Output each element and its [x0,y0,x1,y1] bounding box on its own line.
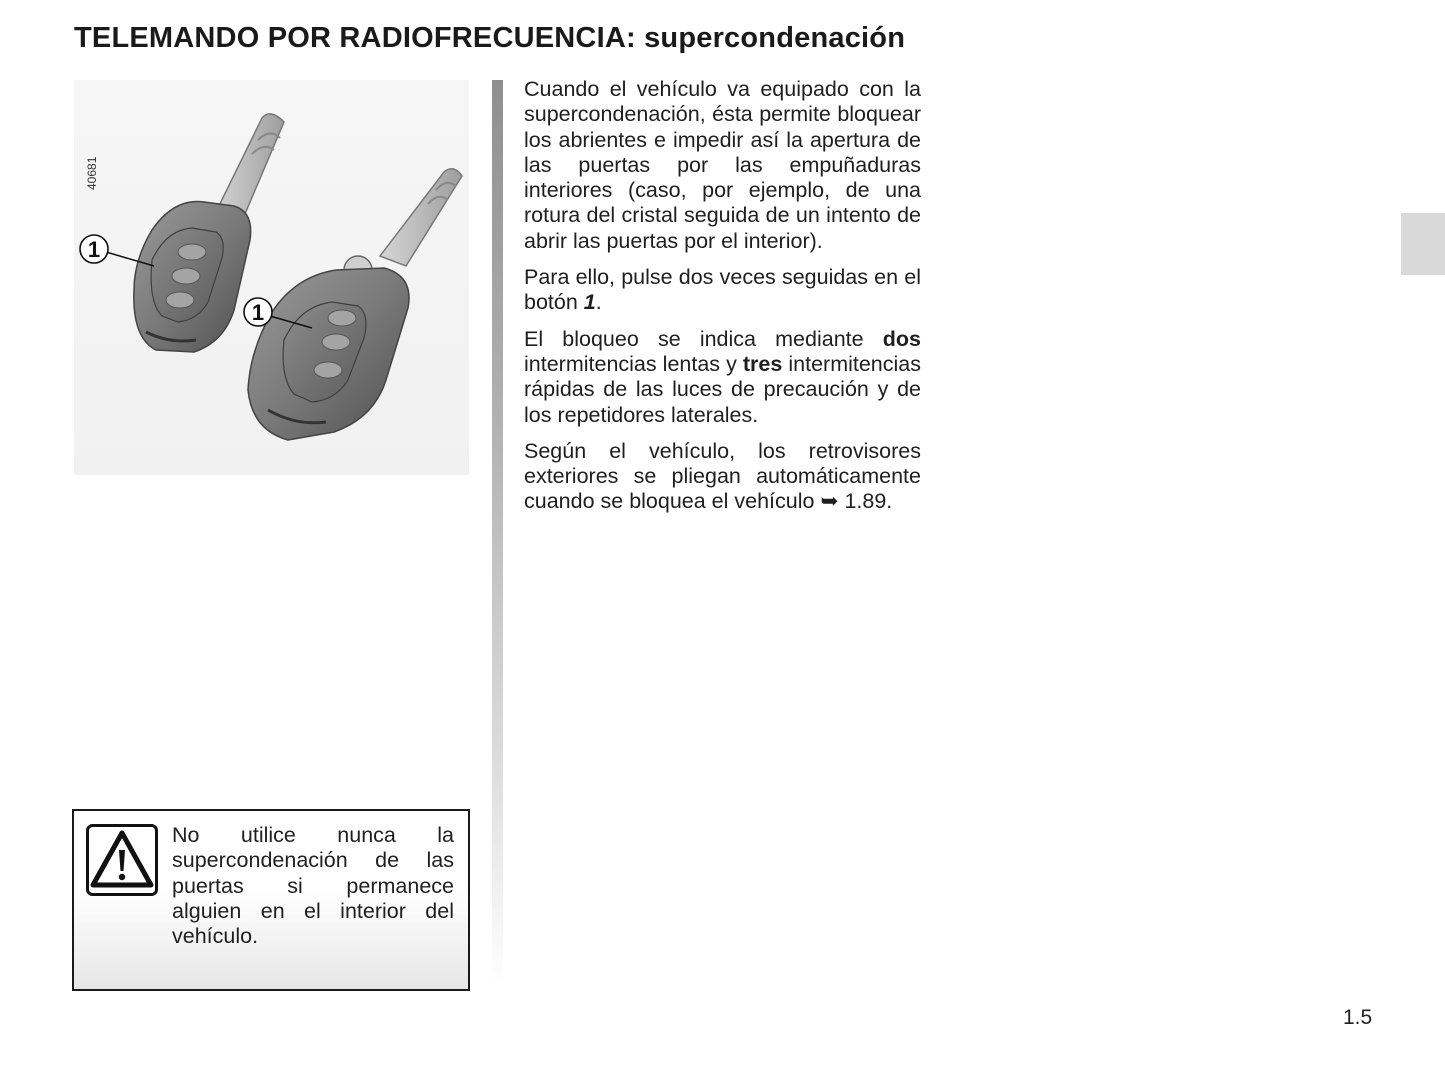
paragraph-mirrors: Según el vehículo, los retrovisores exteriores se pliegan automáticamente cuando se bloquea el vehículo ➥ 1.89. [524,438,921,514]
callout-left-label: 1 [87,237,101,262]
key-right [248,169,462,440]
page-title: TELEMANDO POR RADIOFRECUENCIA: supercondenación [74,22,906,54]
warning-text: No utilice nunca la supercondenación de las puertas si permanece alguien en el interior del vehículo. [172,823,454,949]
warning-box [72,809,470,991]
remote-keys-drawing [74,80,469,475]
paragraph-instructions: Para ello, pulse dos veces seguidas en el botón 1. [524,265,921,315]
figure-reference-code: 40681 [85,156,99,190]
page-reference: 1.89. [838,489,893,514]
warning-triangle-icon [86,824,158,896]
button-reference: 1 [583,290,596,315]
page-reference-arrow-icon: ➥ [820,489,839,514]
section-tab [1401,213,1445,275]
key-illustration [74,80,469,475]
callout-right-label: 1 [251,300,265,325]
paragraph-supercondenation: Cuando el vehículo va equipado con la supercondenación, ésta permite bloquear los abrientes e impedir así la apertura de las puertas por las empuñaduras interiores (caso, por ejemplo, de una rotura del cristal seguida de un intento de abrir las puertas por el interior). [524,77,921,253]
column-divider [492,80,503,985]
main-text-column [524,77,921,526]
page-number: 1.5 [1343,1006,1373,1029]
paragraph-indication: El bloqueo se indica mediante dos intermitencias lentas y tres intermitencias rápidas de las luces de precaución y de los repetidores laterales. [524,326,921,427]
